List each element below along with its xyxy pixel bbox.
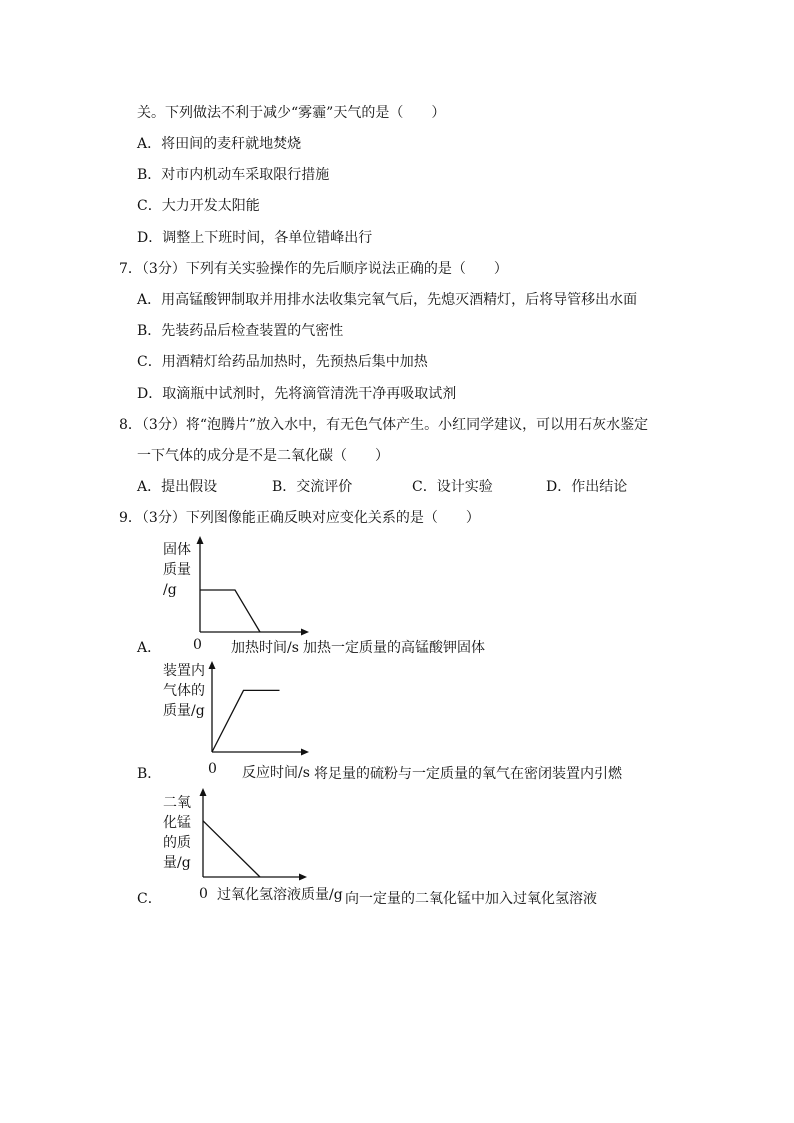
q9-option-c-letter: C． bbox=[137, 891, 162, 907]
q6-stem-tail: 关。下列做法不利于减少“雾霾”天气的是（ ） bbox=[137, 105, 446, 121]
graph-b-y-arrow bbox=[209, 661, 216, 669]
graph-c-ylabel-line2: 化锰 bbox=[163, 815, 191, 831]
graph-b-ylabel-line1: 装置内 bbox=[163, 663, 205, 679]
graph-b-ylabel-line3: 质量/g bbox=[163, 703, 205, 719]
graph-c-caption: 向一定量的二氧化锰中加入过氧化氢溶液 bbox=[345, 891, 597, 907]
graph-c-ylabel-line4: 量/g bbox=[163, 855, 191, 871]
q9-option-b-letter: B． bbox=[137, 766, 162, 782]
q7-option-d: D．取滴瓶中试剂时，先将滴管清洗干净再吸取试剂 bbox=[137, 386, 457, 402]
q6-option-c: C．大力开发太阳能 bbox=[137, 198, 260, 214]
q9-option-a-letter: A． bbox=[137, 640, 162, 656]
graph-a-y-arrow bbox=[197, 536, 204, 544]
q8-option-c: C．设计实验 bbox=[412, 479, 493, 495]
graph-a-xlabel: 加热时间/s bbox=[231, 640, 299, 656]
graph-c-xlabel: 过氧化氢溶液质量/g bbox=[217, 887, 343, 903]
graph-b-caption: 将足量的硫粉与一定质量的氧气在密闭装置内引燃 bbox=[314, 766, 622, 782]
graph-c-y-arrow bbox=[200, 788, 207, 796]
graph-c-ylabel-line1: 二氧 bbox=[163, 795, 191, 811]
q7-option-b: B．先装药品后检查装置的气密性 bbox=[137, 323, 344, 339]
graph-a-curve bbox=[200, 590, 260, 632]
q8-stem-line1: 8．（3分）将“泡腾片”放入水中，有无色气体产生。小红同学建议，可以用石灰水鉴定 bbox=[119, 417, 649, 433]
graph-a-ylabel-line3: /g bbox=[163, 582, 177, 598]
graph-b-curve bbox=[212, 690, 280, 752]
graph-c-x-arrow bbox=[299, 874, 307, 881]
graph-a-ylabel-line1: 固体 bbox=[163, 542, 191, 558]
graph-a-caption: 加热一定质量的高锰酸钾固体 bbox=[303, 640, 485, 656]
q8-option-b: B．交流评价 bbox=[272, 479, 353, 495]
q7-option-a: A．用高锰酸钾制取并用排水法收集完氧气后，先熄灭酒精灯，后将导管移出水面 bbox=[137, 292, 638, 308]
graph-a-ylabel-line2: 质量 bbox=[163, 562, 191, 578]
q9-stem: 9．（3分）下列图像能正确反映对应变化关系的是（ ） bbox=[119, 510, 480, 526]
q8-option-d: D．作出结论 bbox=[546, 479, 628, 495]
q6-option-a: A．将田间的麦秆就地焚烧 bbox=[137, 136, 302, 152]
graph-b-ylabel-line2: 气体的 bbox=[163, 683, 205, 699]
q6-option-b: B．对市内机动车采取限行措施 bbox=[137, 167, 330, 183]
q6-option-d: D．调整上下班时间，各单位错峰出行 bbox=[137, 230, 373, 246]
q8-stem-line2: 一下气体的成分是不是二氧化碳（ ） bbox=[137, 448, 389, 464]
graph-b-x-arrow bbox=[301, 749, 309, 756]
q7-stem: 7．（3分）下列有关实验操作的先后顺序说法正确的是（ ） bbox=[119, 261, 508, 277]
q7-option-c: C．用酒精灯给药品加热时，先预热后集中加热 bbox=[137, 354, 428, 370]
graph-b-xlabel: 反应时间/s bbox=[242, 765, 310, 781]
graph-a-origin: 0 bbox=[193, 637, 202, 653]
q8-option-a: A．提出假设 bbox=[137, 479, 218, 495]
graph-c-ylabel-line3: 的质 bbox=[163, 835, 191, 851]
graph-c-curve bbox=[203, 821, 260, 877]
graph-b-origin: 0 bbox=[208, 761, 217, 777]
graph-c-origin: 0 bbox=[199, 886, 208, 902]
graph-a-x-arrow bbox=[301, 629, 309, 636]
